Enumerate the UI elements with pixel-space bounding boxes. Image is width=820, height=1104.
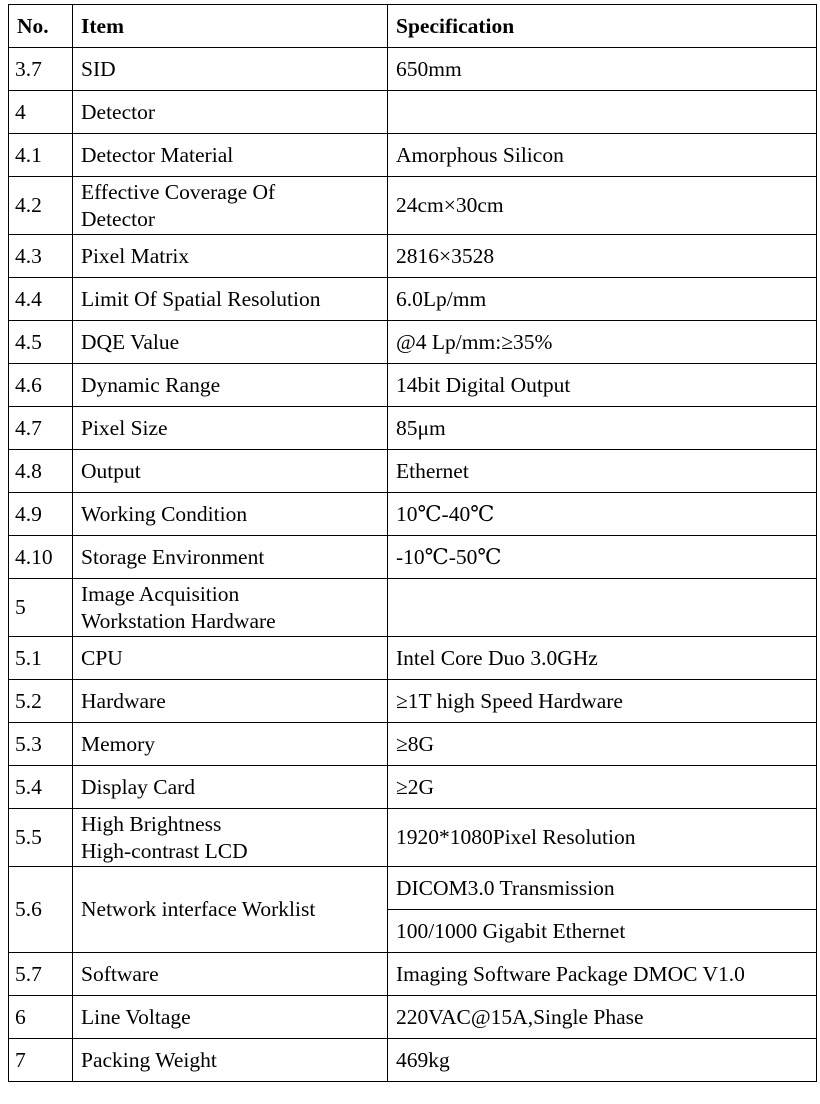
row-number: 4.1 [9,134,73,177]
row-item: CPU [73,637,388,680]
table-row [9,723,817,766]
row-spec: Intel Core Duo 3.0GHz [388,637,817,680]
section-title: Detector [73,91,388,134]
row-spec: @4 Lp/mm:≥35% [388,321,817,364]
row-item: Output [73,450,388,493]
table-row [9,450,817,493]
row-item [73,177,388,235]
row-item: Storage Environment [73,536,388,579]
row-spec: 100/1000 Gigabit Ethernet [388,910,817,953]
row-spec: DICOM3.0 Transmission [388,867,817,910]
section-title [73,579,388,637]
row-item-line: Effective Coverage Of [81,179,276,204]
row-item: DQE Value [73,321,388,364]
row-number: 4.9 [9,493,73,536]
row-number: 4.10 [9,536,73,579]
row-item: Network interface Worklist [73,867,388,953]
row-spec: 469kg [388,1039,817,1082]
row-spec: ≥8G [388,723,817,766]
table-row [9,867,817,910]
table-row [9,235,817,278]
table-row [9,1039,817,1082]
table-row [9,766,817,809]
section-title-line: Image Acquisition [81,581,240,606]
header-row [9,5,817,48]
row-number: 4.3 [9,235,73,278]
row-spec: 6.0Lp/mm [388,278,817,321]
table-row [9,278,817,321]
row-number: 5.2 [9,680,73,723]
row-item: Software [73,953,388,996]
row-spec: ≥1T high Speed Hardware [388,680,817,723]
row-item: Display Card [73,766,388,809]
section-number: 5 [9,579,73,637]
row-item: Pixel Matrix [73,235,388,278]
row-spec: -10℃-50℃ [388,536,817,579]
row-item: Line Voltage [73,996,388,1039]
specification-table [8,4,817,1082]
row-spec: 1920*1080Pixel Resolution [388,809,817,867]
row-number: 4.5 [9,321,73,364]
table-row [9,809,817,867]
row-spec: 10℃-40℃ [388,493,817,536]
row-spec: 2816×3528 [388,235,817,278]
row-number: 5.4 [9,766,73,809]
section-number: 4 [9,91,73,134]
row-number: 7 [9,1039,73,1082]
row-spec: Amorphous Silicon [388,134,817,177]
row-item [73,809,388,867]
row-number: 6 [9,996,73,1039]
row-number: 5.1 [9,637,73,680]
row-number: 4.2 [9,177,73,235]
row-spec [388,91,817,134]
row-item: Packing Weight [73,1039,388,1082]
row-item-line: High-contrast LCD [81,838,248,863]
row-spec: 24cm×30cm [388,177,817,235]
table-row [9,536,817,579]
row-number: 5.6 [9,867,73,953]
table-row [9,637,817,680]
row-item: SID [73,48,388,91]
table-row [9,996,817,1039]
header-specification: Specification [388,5,817,48]
row-number: 4.8 [9,450,73,493]
row-number: 4.4 [9,278,73,321]
row-spec [388,579,817,637]
row-number: 4.7 [9,407,73,450]
row-item-line: Detector [81,206,156,231]
table-row [9,48,817,91]
section-row [9,579,817,637]
row-number: 4.6 [9,364,73,407]
table-row [9,407,817,450]
row-number: 3.7 [9,48,73,91]
row-spec: 14bit Digital Output [388,364,817,407]
table-row [9,364,817,407]
row-item: Hardware [73,680,388,723]
row-item: Memory [73,723,388,766]
table-row [9,321,817,364]
row-item-line: High Brightness [81,811,222,836]
row-item: Working Condition [73,493,388,536]
row-item: Pixel Size [73,407,388,450]
row-spec: 650mm [388,48,817,91]
section-row [9,91,817,134]
section-title-line: Workstation Hardware [81,608,276,633]
header-item: Item [73,5,388,48]
table-row [9,953,817,996]
table-row [9,493,817,536]
row-spec: 85μm [388,407,817,450]
table-row [9,680,817,723]
row-item: Dynamic Range [73,364,388,407]
row-spec: 220VAC@15A,Single Phase [388,996,817,1039]
row-spec: ≥2G [388,766,817,809]
row-item: Detector Material [73,134,388,177]
row-number: 5.7 [9,953,73,996]
row-number: 5.3 [9,723,73,766]
row-item: Limit Of Spatial Resolution [73,278,388,321]
header-no: No. [9,5,73,48]
row-spec: Imaging Software Package DMOC V1.0 [388,953,817,996]
row-number: 5.5 [9,809,73,867]
table-row [9,134,817,177]
row-spec: Ethernet [388,450,817,493]
table-row [9,177,817,235]
